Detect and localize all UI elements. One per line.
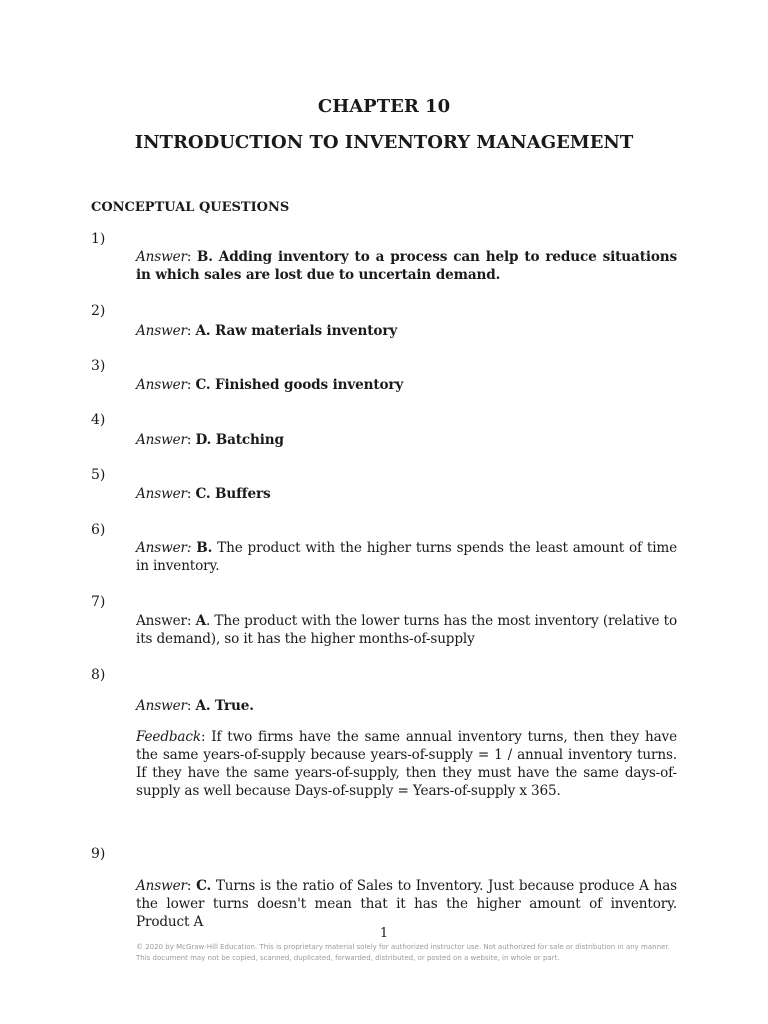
answer-block: Answer: A. Raw materials inventory (136, 323, 398, 339)
answer-text: Turns is the ratio of Sales to Inventory. Just because produce A has the lower turns doesn't mean that it has the higher amount of inventory. Product A (136, 878, 677, 930)
answer-block: Answer: C. Finished goods inventory (136, 377, 404, 393)
answer-text: D. Batching (195, 432, 284, 448)
question-number: 6) (91, 522, 106, 538)
feedback-label: Feedback (136, 729, 201, 745)
question-number: 4) (91, 412, 106, 428)
answer-text: . The product with the lower turns has the most inventory (relative to its demand), so it has the higher months-of-supply (136, 613, 678, 647)
answer-block: Answer: D. Batching (136, 432, 284, 448)
answer-label: Answer: (136, 613, 192, 629)
answer-label: Answer (136, 249, 187, 265)
feedback-text: If two firms have the same annual inventory turns, then they have the same years-of-supply because years-of-supply = 1 / annual inventory turns. If they have the same years-of-supply, then they must have the same days-of-supply as well because Days-of-supply = Years-of-supply x 365. (136, 729, 677, 799)
answer-text: A. True. (195, 698, 254, 714)
answer-block: Answer: C. Buffers (136, 486, 271, 502)
question-number: 1) (91, 231, 106, 247)
feedback-block: Feedback: If two firms have the same annual inventory turns, then they have the same years-of-supply because years-of-supply = 1 / annual inventory turns. If they have the same years-of-supply, then they must have the same days-of-supply as well because Days-of-supply = Years-of-supply x 365. (136, 729, 677, 799)
answer-label: Answer (136, 486, 187, 502)
answer-block: Answer: C. Turns is the ratio of Sales to Inventory. Just because produce A has the lower turns doesn't mean that it has the higher amount of inventory. Product A (136, 878, 677, 930)
answer-block: Answer: B. Adding inventory to a process can help to reduce situations in which sales are lost due to uncertain demand. (136, 249, 677, 283)
answer-text: The product with the higher turns spends the least amount of time in inventory. (136, 540, 678, 574)
page-number: 1 (379, 926, 389, 941)
question-number: 9) (91, 846, 106, 862)
question-number: 8) (91, 667, 106, 683)
answer-label: Answer (136, 878, 187, 894)
answer-label: Answer (136, 698, 187, 714)
answer-label: Answer (136, 323, 187, 339)
answer-letter: B. (196, 540, 213, 556)
chapter-title: INTRODUCTION TO INVENTORY MANAGEMENT (134, 132, 634, 153)
question-number: 5) (91, 467, 106, 483)
answer-text: C. Buffers (195, 486, 271, 502)
answer-block: Answer: A. True. (136, 698, 254, 714)
answer-letter: C. (196, 878, 212, 894)
answer-block (136, 539, 677, 575)
answer-label: Answer: (136, 540, 192, 556)
question-number: 2) (91, 303, 106, 319)
chapter-number: CHAPTER 10 (317, 96, 451, 117)
answer-text: A. Raw materials inventory (195, 323, 398, 339)
answer-label: Answer (136, 432, 187, 448)
answer-block (136, 612, 677, 648)
answer-letter: A (195, 613, 206, 629)
question-number: 7) (91, 594, 106, 610)
answer-text: C. Finished goods inventory (195, 377, 404, 393)
answer-text: B. Adding inventory to a process can help to reduce situations in which sales are lost due to uncertain demand. (136, 249, 677, 283)
copyright-footer: © 2020 by McGraw-Hill Education. This is proprietary material solely for authorized instructor use. Not authorized for sale or distribution in any manner. This document may not be copied, scanned, duplicated, forwarded, distributed, or posted on a website, in whole or part. (136, 943, 670, 962)
question-number: 3) (91, 358, 106, 374)
answer-label: Answer (136, 377, 187, 393)
section-title: CONCEPTUAL QUESTIONS (91, 200, 290, 215)
